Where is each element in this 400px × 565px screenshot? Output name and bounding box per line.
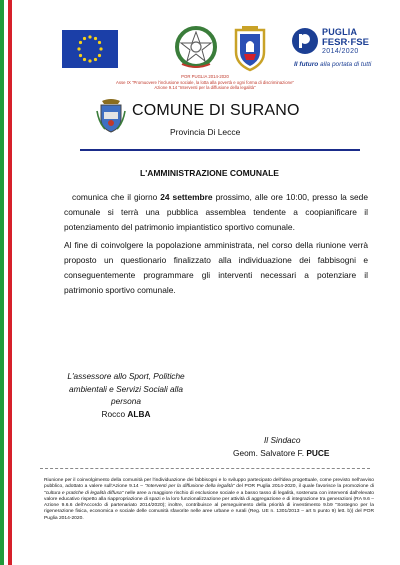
por-line-3: Azione 9.14 "Interventi per la diffusione della legalità" [154, 85, 256, 91]
notice-body [64, 190, 368, 298]
footer-part-5: nelle aree a maggiore rischio di esclusione sociale e a basso tasso di legalità, sostenuta con interventi dall'elevato valore educativo rispetto alla riappropriazione di spazi e la loro funzionalizzazione per attività di aggregazione e di integrazione tra generazioni (RA 9.6 – Azione 9.6.6 dell'Accordo di partenariato 2014/2020); inoltre, contribuisce al perseguimento della priorità di investimento 9.b9 "Sostegno per la rigenerazione fisica, economica e sociale delle comunità sfavorite nelle aree urbane e rurali (Reg. UE n. 1301/2013 – art 5 punto 9) lett. b)) del POR Puglia 2014-2020. [44, 490, 374, 521]
regione-puglia-crest-icon [230, 24, 270, 72]
eu-flag-logo [62, 30, 118, 68]
assessore-name [66, 408, 186, 421]
fesr-period-label: 2014/2020 [322, 48, 359, 55]
puglia-p-icon [290, 26, 320, 56]
por-line-2: Asse IX "Promuovere l'inclusione sociale, la lotta alla povertà e ogni forma di discriminazione" [116, 79, 294, 85]
por-programme-note [50, 74, 360, 91]
assessore-role: L'assessore allo Sport, Politiche ambientali e Servizi Sociali alla persona [67, 371, 185, 407]
fesr-fund-label: FESR·FSE [322, 37, 369, 48]
notice-paragraph-2: Al fine di coinvolgere la popolazione amministrata, nel corso della riunione verrà proposto un questionario finalizzato alla individuazione dei fabbisogni e conseguentemente programmare gli interventi necessari a potenziare il patrimonio sportivo comunale. [64, 239, 368, 296]
footer-part-4: "cultura e pratiche di legalità diffusa" [44, 490, 124, 496]
footer-part-3: del POR Puglia 2014-2020, il quale favorisce la promozione di [234, 484, 374, 490]
flag-red-band [8, 0, 12, 565]
meeting-date: 24 settembre [160, 192, 213, 202]
por-line-1: POR PUGLIA 2014-2020 [181, 74, 229, 79]
assessore-last-name: ALBA [127, 408, 151, 419]
comune-crest-icon [96, 97, 126, 133]
footer-part-1: Riunione per il coinvolgimento della comunità per l'individuazione dei fabbisogni e lo sviluppo partecipato dell'idea progettuale, come previsto nell'avviso pubblico, adottato a valere sull'Azione 9.14 – [44, 478, 374, 490]
header-logos [40, 24, 390, 74]
provincia-label: Provincia Di Lecce [170, 127, 241, 137]
comune-title: COMUNE DI SURANO [132, 102, 300, 119]
italian-flag-stripe [0, 0, 12, 565]
fesr-tagline-suffix: alla portata di tutti [320, 61, 372, 68]
footer-divider [40, 468, 370, 469]
italian-republic-emblem-icon [174, 24, 218, 70]
assessore-signature [66, 370, 186, 420]
fesr-tagline-prefix: Il futuro [294, 61, 319, 68]
sindaco-role: Il Sindaco [264, 435, 301, 445]
eu-stars-icon [62, 30, 118, 68]
header-divider [80, 149, 360, 151]
puglia-fesr-fse-logo [290, 24, 400, 74]
notice-p1-lead: comunica che il giorno [72, 192, 161, 202]
notice-heading: L'AMMINISTRAZIONE COMUNALE [140, 168, 279, 178]
footer-part-2: "Interventi per la diffusione della legalità" [144, 484, 235, 490]
notice-p1-rest: prossimo, alle ore 10:00, presso la sede comunale si terrà una pubblica assemblea tendente a coopianificare il potenziamento del patrimonio impiantistico sportivo comunale. [64, 192, 368, 233]
sindaco-last-name: PUCE [306, 448, 330, 458]
fesr-region-label: PUGLIA [322, 27, 358, 37]
sindaco-name [233, 448, 329, 458]
notice-paragraph-1 [64, 190, 368, 236]
assessore-first-name: Rocco [101, 408, 126, 419]
footer-note [44, 478, 374, 522]
fesr-tagline [294, 61, 371, 68]
sindaco-first-name: Geom. Salvatore F. [233, 448, 305, 458]
